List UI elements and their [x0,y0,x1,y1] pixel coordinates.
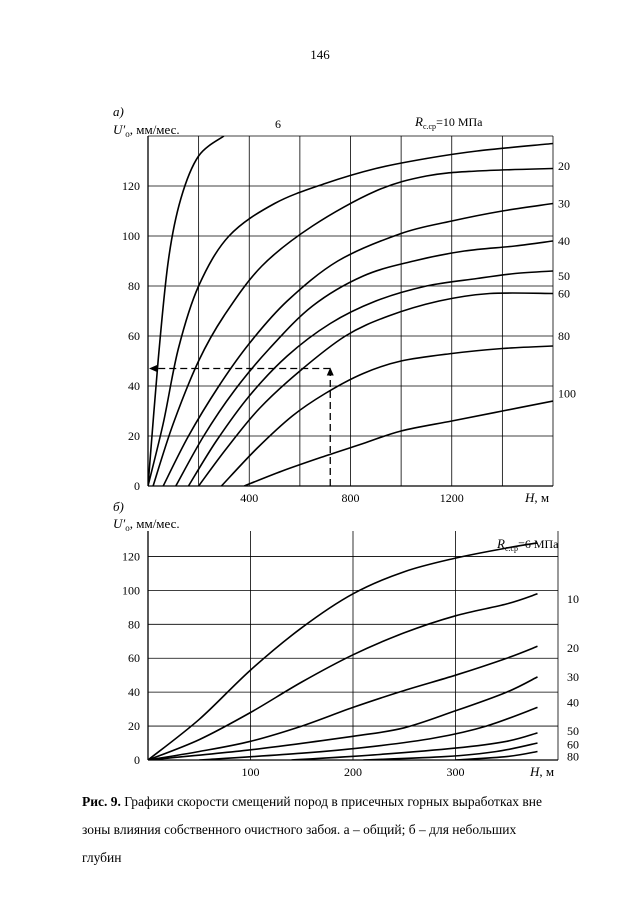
curve-label-30: 30 [567,669,579,684]
y-tick-label: 40 [128,685,140,700]
curve-label-40: 40 [558,234,570,248]
chart-title-value: =10 МПа [436,115,483,129]
caption-line-1 [82,788,582,816]
series-line-70 [199,293,553,486]
curve-label-60: 60 [567,737,579,752]
y-tick-label: 100 [122,229,140,243]
chart-title-main: R [415,114,423,129]
curve-label-50: 50 [567,724,579,739]
chart-title-sub: с.ср [504,544,519,553]
y-tick-label: 0 [134,753,140,767]
chart-b [113,499,579,779]
series-line-6 [148,136,224,486]
page-number: 146 [310,47,330,62]
curve-label-60: 60 [558,286,570,301]
y-tick-label: 100 [122,583,140,598]
panel-label: б) [113,499,124,514]
series-line-30 [148,677,538,760]
y-axis-label-main: U′ [113,516,126,531]
series-line-10 [148,594,538,760]
y-axis-label [113,122,180,139]
curve-label-6: 6 [275,117,281,131]
caption-line-3: глубин [82,850,122,865]
y-tick-label: 60 [128,651,140,666]
y-tick-label: 120 [122,549,140,564]
curve-label-20: 20 [558,159,570,173]
y-axis-label-unit: , мм/мес. [129,516,180,531]
y-tick-label: 20 [128,719,140,734]
series-line-60 [363,743,537,760]
caption-label: Рис. 9. [82,794,121,809]
chart-title [414,114,483,131]
panel-label: а) [113,104,124,119]
y-tick-label: 40 [128,379,140,393]
series-line-50 [176,241,553,486]
x-axis-label [524,490,549,505]
y-axis-label-sub: о [125,523,130,533]
chart-a [113,104,576,505]
x-tick-label: 400 [240,491,259,505]
series-line-80 [456,752,538,761]
x-tick-label: 800 [341,491,360,505]
curve-label-20: 20 [567,641,579,656]
y-axis-label-main: U′ [113,122,126,137]
x-tick-label: 200 [344,765,362,779]
series-line-80 [221,346,553,486]
figure-caption [82,788,582,872]
chart-title-sub: с.ср [422,122,437,131]
curve-label-50: 50 [558,269,570,283]
chart-title-value: =6 МПа [518,537,559,551]
chart-title-main: R [497,536,505,551]
y-tick-label: 60 [128,329,140,343]
y-tick-label: 20 [128,429,140,443]
x-axis-label-main: H [525,490,535,505]
y-axis-label-unit: , мм/мес. [129,122,180,137]
y-tick-label: 0 [134,479,140,493]
x-tick-label: 100 [241,765,260,779]
caption-line-2: зоны влияния собственного очистного забоя. а – общий; б – для небольших [82,822,517,837]
y-tick-label: 80 [128,617,140,632]
caption-text-1: Графики скорости смещений пород в присечных горных выработках вне [120,794,543,809]
x-tick-label: 1200 [439,491,464,505]
x-tick-label: 300 [446,765,465,779]
curve-label-100: 100 [558,386,576,401]
curve-label-10: 10 [567,591,579,606]
series-line-30 [153,169,553,487]
y-axis-label-sub: о [125,129,130,139]
x-axis-label-unit: , м [539,764,555,779]
series-line-100 [244,401,553,486]
curve-label-80: 80 [558,329,570,343]
curve-label-30: 30 [558,196,570,211]
curve-label-80: 80 [567,749,579,764]
y-tick-label: 120 [122,179,140,193]
y-tick-label: 80 [128,279,140,293]
y-axis-label [113,516,180,533]
x-axis-label-main: H [530,764,540,779]
curve-label-40: 40 [567,695,579,710]
arrow-left-icon [149,365,157,372]
x-axis-label [529,764,554,779]
x-axis-label-unit: , м [534,490,550,505]
series-line-50 [292,733,538,760]
chart-title [496,536,559,553]
